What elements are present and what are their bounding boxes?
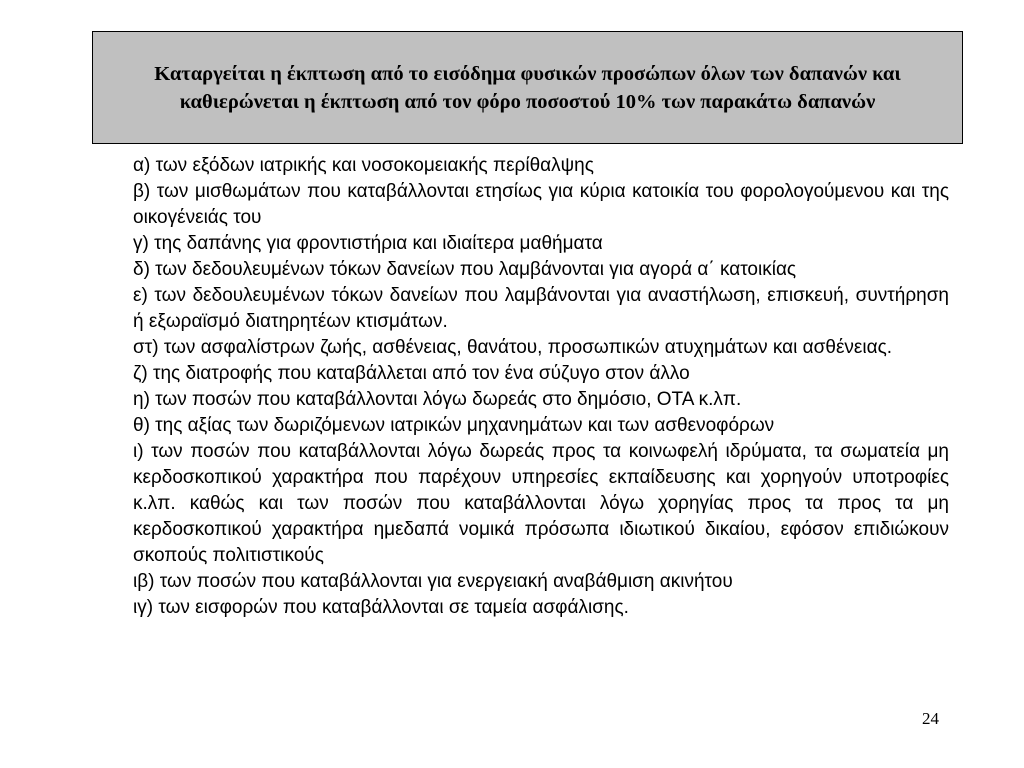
- list-item: β) των μισθωμάτων που καταβάλλονται ετησίως για κύρια κατοικία του φορολογούμενου και της οικογένειάς του: [133, 181, 949, 228]
- list-item: ι) των ποσών που καταβάλλονται λόγω δωρεάς προς τα κοινωφελή ιδρύματα, τα σωματεία μη κερδοσκοπικού χαρακτήρα που παρέχουν υπηρεσίες εκπαίδευσης και χορηγούν υποτροφίες κ.λπ. καθώς και των ποσών που καταβάλλονται λόγω χορηγίας προς τα προς τα μη κερδοσκοπικού χαρακτήρα ημεδαπά νομικά πρόσωπα ιδιωτικού δικαίου, εφόσον επιδιώκουν σκοπούς πολιτιστικούς: [133, 441, 949, 566]
- list-item: η) των ποσών που καταβάλλονται λόγω δωρεάς στο δημόσιο, ΟΤΑ κ.λπ.: [133, 389, 742, 410]
- expense-list: [133, 153, 949, 621]
- list-item: θ) της αξίας των δωριζόμενων ιατρικών μηχανημάτων και των ασθενοφόρων: [133, 415, 775, 436]
- list-item: δ) των δεδουλευμένων τόκων δανείων που λαμβάνονται για αγορά α΄ κατοικίας: [133, 259, 797, 280]
- slide-title-box: [92, 31, 963, 144]
- list-item: ιγ) των εισφορών που καταβάλλονται σε ταμεία ασφάλισης.: [133, 597, 629, 618]
- list-item: ε) των δεδουλευμένων τόκων δανείων που λαμβάνονται για αναστήλωση, επισκευή, συντήρηση ή εξωραϊσμό διατηρητέων κτισμάτων.: [133, 285, 949, 332]
- list-item: α) των εξόδων ιατρικής και νοσοκομειακής περίθαλψης: [133, 155, 594, 176]
- list-item: στ) των ασφαλίστρων ζωής, ασθένειας, θανάτου, προσωπικών ατυχημάτων και ασθένειας.: [133, 337, 893, 358]
- list-item: ιβ) των ποσών που καταβάλλονται για ενεργειακή αναβάθμιση ακινήτου: [133, 571, 733, 592]
- page-number: 24: [922, 709, 939, 728]
- slide-title: Καταργείται η έκπτωση από το εισόδημα φυσικών προσώπων όλων των δαπανών και καθιερώνεται η έκπτωση από τον φόρο ποσοστού 10% των παρακάτω δαπανών: [154, 62, 901, 113]
- list-item: ζ) της διατροφής που καταβάλλεται από τον ένα σύζυγο στον άλλο: [133, 363, 690, 384]
- list-item: γ) της δαπάνης για φροντιστήρια και ιδιαίτερα μαθήματα: [133, 233, 603, 254]
